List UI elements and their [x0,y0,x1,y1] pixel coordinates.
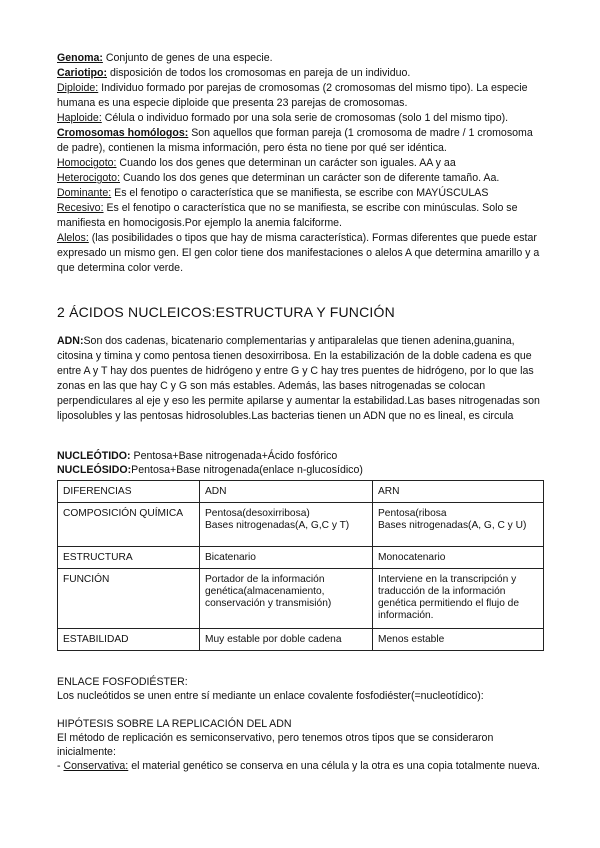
table-row [58,547,544,569]
glossary-definition: Es el fenotipo o característica que no se manifiesta, se escribe con minúsculas. Solo se manifiesta en homocigosis.Por ejemplo la anemia falciforme. [57,202,518,229]
nucleotide-text: Pentosa+Base nitrogenada+Ácido fosfórico [130,450,338,462]
glossary-definition: Es el fenotipo o característica que se manifiesta, se escribe con MAYÚSCULAS [111,187,489,199]
table-cell-adn [200,629,373,651]
section-heading: 2 ÁCIDOS NUCLEICOS:ESTRUCTURA Y FUNCIÓN [57,304,395,320]
adn-paragraph [57,334,545,424]
glossary-item [57,111,545,126]
glossary-item [57,156,545,171]
differences-table [57,480,544,651]
glossary-definition: disposición de todos los cromosomas en pareja de un individuo. [107,67,411,79]
bullet-text: el material genético se conserva en una célula y la otra es una copia totalmente nueva. [128,760,540,772]
replication-section [57,717,545,773]
table-row-label: ESTRUCTURA [58,547,200,569]
glossary-item [57,171,545,186]
table-cell-arn [373,547,544,569]
cell-line: Monocatenario [378,552,446,563]
glossary-item [57,51,545,66]
nucleoside-line [57,463,545,477]
nucleotide-definitions [57,449,545,477]
nucleoside-text: Pentosa+Base nitrogenada(enlace n-glucosídico) [131,464,363,476]
cell-line: Bicatenario [205,552,256,563]
table-cell-arn [373,503,544,547]
cell-line: Pentosa(ribosa [378,508,447,519]
phosphodiester-section [57,675,545,703]
glossary-term: Dominante: [57,187,112,199]
table-row [58,569,544,629]
nucleotide-line [57,449,545,463]
glossary-item [57,186,545,201]
table-cell-adn [200,569,373,629]
glossary-term: Cromosomas homólogos: [57,127,189,139]
table-header-cell: DIFERENCIAS [58,481,200,503]
subsection-title: ENLACE FOSFODIÉSTER: [57,676,188,688]
table-cell-arn [373,569,544,629]
glossary-term: Homocigoto: [57,157,117,169]
table-cell-adn [200,503,373,547]
table-header-row [58,481,544,503]
glossary-definition: Cuando los dos genes que determinan un carácter son iguales. AA y aa [116,157,456,169]
cell-line: Interviene en la transcripción y traducción de la información genética permitiendo el flujo de información. [378,574,520,621]
glossary-item [57,81,545,111]
glossary-definition: (las posibilidades o tipos que hay de misma característica). Formas diferentes que puede estar expresado un mismo gen. El gen color tiene dos manifestaciones o alelos A que determina amarillo y a que determina color verde. [57,232,540,274]
table-header-cell: ARN [373,481,544,503]
glossary-term: Cariotipo: [57,67,108,79]
bullet-prefix: - [57,760,64,772]
cell-line: Pentosa(desoxirribosa) [205,508,310,519]
glossary-definition: Conjunto de genes de una especie. [102,52,273,64]
subsection-text: El método de replicación es semiconservativo, pero tenemos otros tipos que se consideraron inicialmente: [57,732,494,758]
glossary-term: Heterocigoto: [57,172,121,184]
glossary [57,51,545,276]
glossary-definition: Célula o individuo formado por una sola serie de cromosomas (solo 1 del mismo tipo). [101,112,509,124]
cell-line: Bases nitrogenadas(A, G,C y T) [205,520,350,531]
glossary-term: Genoma: [57,52,103,64]
adn-label: ADN: [57,335,84,347]
table-row [58,629,544,651]
table-header-cell: ADN [200,481,373,503]
nucleoside-label: NUCLEÓSIDO: [57,464,132,476]
glossary-term: Alelos: [57,232,89,244]
subsection-title: HIPÓTESIS SOBRE LA REPLICACIÓN DEL ADN [57,718,292,730]
bullet-term: Conservativa: [63,760,129,772]
cell-line: Muy estable por doble cadena [205,634,342,645]
glossary-item [57,66,545,81]
table-row-label: ESTABILIDAD [58,629,200,651]
table-row-label: COMPOSICIÓN QUÍMICA [58,503,200,547]
table-row [58,503,544,547]
bullet-item [57,759,545,773]
subsection-text: Los nucleótidos se unen entre sí mediante un enlace covalente fosfodiéster(=nucleotídico): [57,690,484,702]
cell-line: Menos estable [378,634,445,645]
glossary-definition: Cuando los dos genes que determinan un carácter son de diferente tamaño. Aa. [120,172,500,184]
table-cell-arn [373,629,544,651]
glossary-term: Recesivo: [57,202,104,214]
nucleotide-label: NUCLEÓTIDO: [57,450,131,462]
adn-text: Son dos cadenas, bicatenario complementarias y antiparalelas que tienen adenina,guanina, citosina y timina y como pentosa tienen desoxirribosa. En la estabilización de la doble cadena es que entre A y T hay dos puentes de hidrógeno y entre G y C hay tres puentes de hidrógeno, por lo que las zonas en las que hay C y G son más estables. Además, las bases nitrogenadas se colocan perpendiculares al eje y eso les permite apilarse y aumentar la estabilidad.Las bases nitrogenadas son liposolubles y las pentosas hidrosolubles.Las bacterias tienen un ADN que no es lineal, es circula [57,335,540,422]
table-cell-adn [200,547,373,569]
glossary-definition: Individuo formado por parejas de cromosomas (2 cromosomas del mismo tipo). La especie humana es una especie diploide que presenta 23 parejas de cromosomas. [57,82,528,109]
glossary-term: Diploide: [57,82,99,94]
glossary-item [57,201,545,231]
glossary-term: Haploide: [57,112,102,124]
glossary-item [57,231,545,276]
cell-line: Portador de la información genética(almacenamiento, conservación y transmisión) [205,574,332,609]
glossary-item [57,126,545,156]
glossary-definition: Son aquellos que forman pareja (1 cromosoma de madre / 1 cromosoma de padre), contienen la misma información, pero ésta no tiene por qué ser idéntica. [57,127,533,154]
table-row-label: FUNCIÓN [58,569,200,629]
cell-line: Bases nitrogenadas(A, G, C y U) [378,520,527,531]
